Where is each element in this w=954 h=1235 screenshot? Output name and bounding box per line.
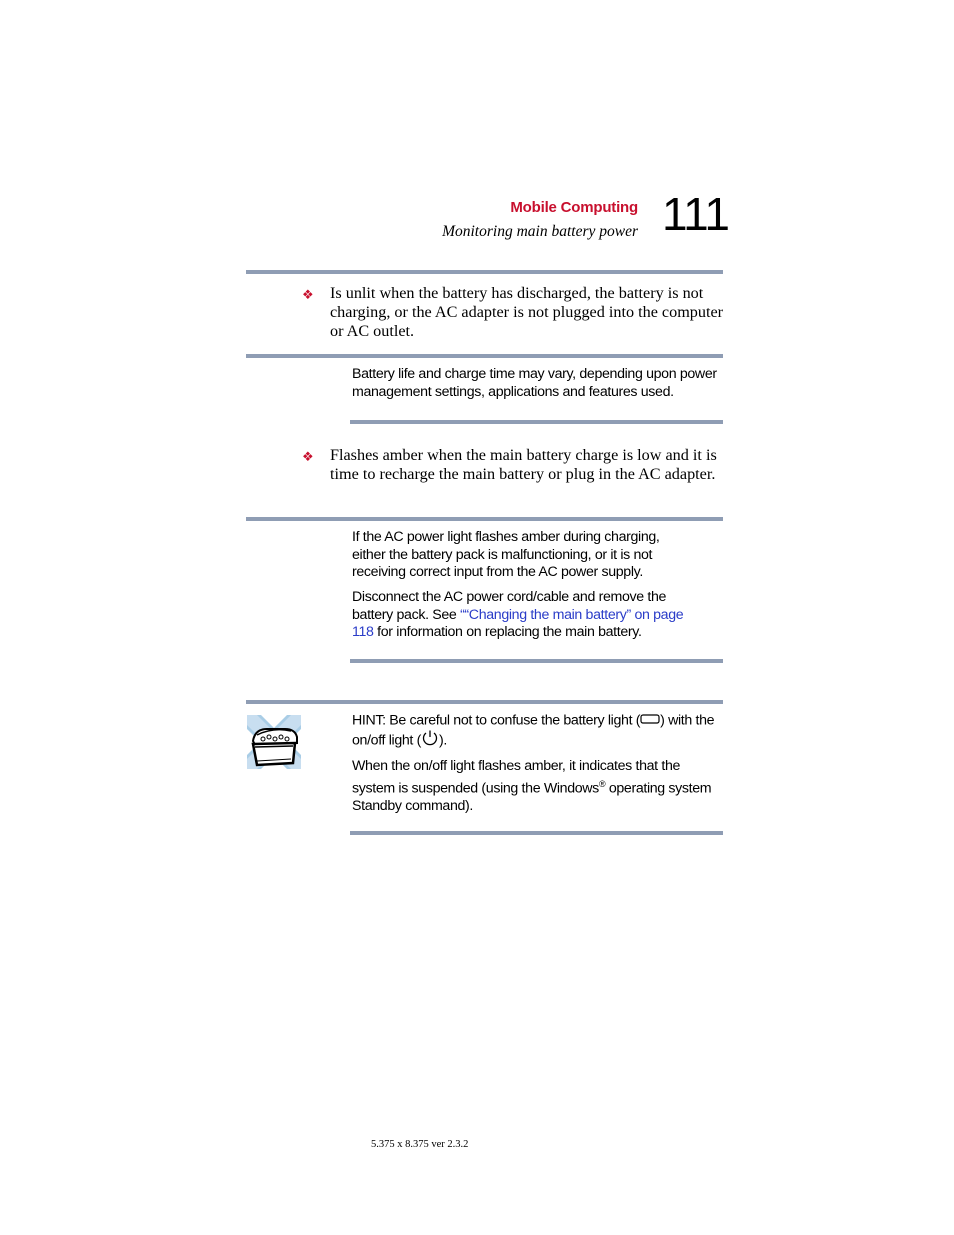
divider xyxy=(350,659,723,663)
divider xyxy=(246,517,723,521)
power-light-icon xyxy=(421,730,439,752)
note-ac-disconnect xyxy=(352,589,697,642)
divider xyxy=(246,700,723,704)
hint-suspended-text xyxy=(352,758,722,815)
hint-text-part: ) with the on/off light ( xyxy=(352,712,715,749)
list-item: Flashes amber when the main battery charge is low and it is time to recharge the main battery or plug in the AC adapter. xyxy=(330,446,717,483)
battery-light-icon xyxy=(640,712,660,730)
hint-text-part: When the on/off light flashes amber, it indicates that the system is suspended (using the Windows xyxy=(352,758,681,797)
bullet-icon: ❖ xyxy=(302,287,314,302)
registered-mark: ® xyxy=(598,778,606,789)
hint-text-part: ). xyxy=(438,732,447,749)
list-item: Is unlit when the battery has discharged, the battery is not charging, or the AC adapter is not plugged into the computer or AC outlet. xyxy=(330,284,724,340)
footer-version: 5.375 x 8.375 ver 2.3.2 xyxy=(371,1139,469,1150)
section-title: Mobile Computing xyxy=(510,199,638,216)
divider xyxy=(350,831,723,835)
changing-battery-link[interactable]: ““Changing the main battery” on page 118 xyxy=(352,606,684,640)
divider xyxy=(246,270,723,274)
note-ac-light: If the AC power light flashes amber during charging, either the battery pack is malfunctioning, or it is not receiving correct input from the AC power supply. xyxy=(352,529,660,580)
bullet-icon: ❖ xyxy=(302,449,314,464)
note-text: for information on replacing the main battery. xyxy=(373,624,642,640)
hint-text xyxy=(352,712,727,752)
note-text: Disconnect the AC power cord/cable and remove the battery pack. See xyxy=(352,589,667,623)
page-number: 111 xyxy=(662,188,729,240)
treasure-chest-icon xyxy=(247,715,301,769)
divider xyxy=(350,420,723,424)
note-battery-life: Battery life and charge time may vary, depending upon power management settings, applications and features used. xyxy=(352,366,717,400)
hint-text-part: HINT: Be careful not to confuse the battery light ( xyxy=(352,712,641,729)
divider xyxy=(246,354,723,358)
subsection-title: Monitoring main battery power xyxy=(442,223,638,240)
hint-text-part: operating system Standby command). xyxy=(352,780,712,814)
